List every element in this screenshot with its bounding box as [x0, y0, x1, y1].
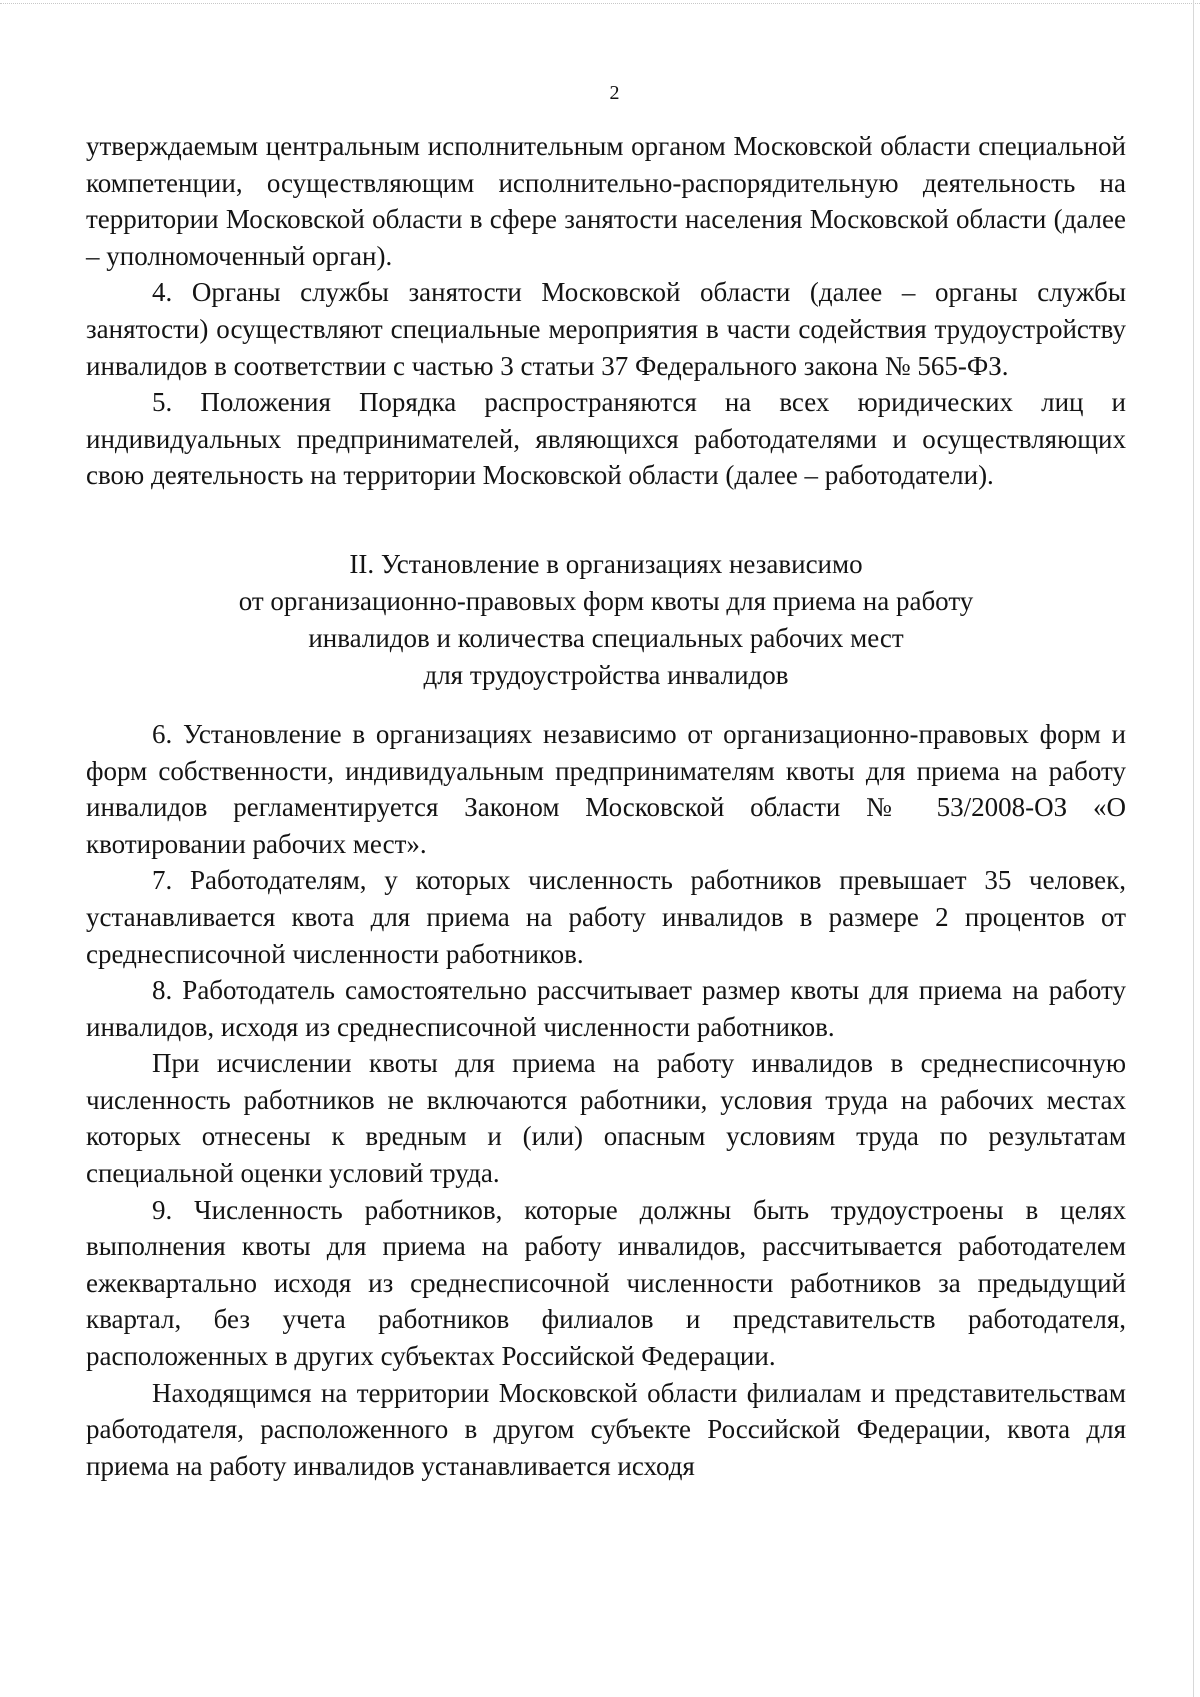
- section-heading-line: от организационно-правовых форм квоты для приема на работу: [238, 585, 974, 616]
- paragraph-9-continued: Находящимся на территории Московской области филиалам и представительствам работодателя, расположенного в другом субъекте Российской Федерации, квота для приема на работу инвалидов устанавливается исходя: [86, 1377, 1126, 1481]
- paragraph-continuation: утверждаемым центральным исполнительным органом Московской области специальной компетенции, осуществляющим исполнительно-распорядительную деятельность на территории Московской области в сфере занятости населения Московской области (далее – уполномоченный орган).: [86, 131, 1126, 271]
- paragraph-4: 4. Органы службы занятости Московской области (далее – органы службы занятости) осуществляют специальные мероприятия в части содействия трудоустройству инвалидов в соответствии с частью 3 статьи 37 Федерального закона № 565-ФЗ.: [86, 277, 1126, 381]
- paragraph-5: 5. Положения Порядка распространяются на всех юридических лиц и индивидуальных предпринимателей, являющихся работодателями и осуществляющих свою деятельность на территории Московской области (далее – работодатели).: [86, 387, 1126, 491]
- paragraph-6: 6. Установление в организациях независимо от организационно-правовых форм и форм собственности, индивидуальным предпринимателям квоты для приема на работу инвалидов регламентируется Законом Московской области № 53/2008-ОЗ «О квотировании рабочих мест».: [86, 718, 1126, 859]
- scan-edge-top: [0, 3, 1200, 4]
- section-heading-line: II. Установление в организациях независимо: [349, 548, 863, 579]
- paragraph-8: 8. Работодатель самостоятельно рассчитывает размер квоты для приема на работу инвалидов, исходя из среднесписочной численности работников.: [86, 975, 1126, 1042]
- paragraph-9: 9. Численность работников, которые должны быть трудоустроены в целях выполнения квоты для приема на работу инвалидов, рассчитывается работодателем ежеквартально исходя из среднесписочной численности работников за предыдущий квартал, без учета работников филиалов и представительств работодателя, расположенных в других субъектах Российской Федерации.: [86, 1194, 1126, 1372]
- page-number: 2: [609, 82, 621, 104]
- section-heading-line: инвалидов и количества специальных рабочих мест: [308, 622, 904, 653]
- document-body: [86, 128, 1126, 1484]
- section-heading-line: для трудоустройства инвалидов: [423, 659, 789, 690]
- paragraph-7: 7. Работодателям, у которых численность работников превышает 35 человек, устанавливается квота для приема на работу инвалидов в размере 2 процентов от среднесписочной численности работников.: [86, 865, 1126, 969]
- section-heading: [86, 546, 1126, 694]
- paragraph-8-continued: При исчислении квоты для приема на работу инвалидов в среднесписочную численность работников не включаются работники, условия труда на рабочих местах которых отнесены к вредным и (или) опасным условиям труда по результатам специальной оценки условий труда.: [86, 1048, 1126, 1189]
- scan-edge-right: [1193, 0, 1194, 1697]
